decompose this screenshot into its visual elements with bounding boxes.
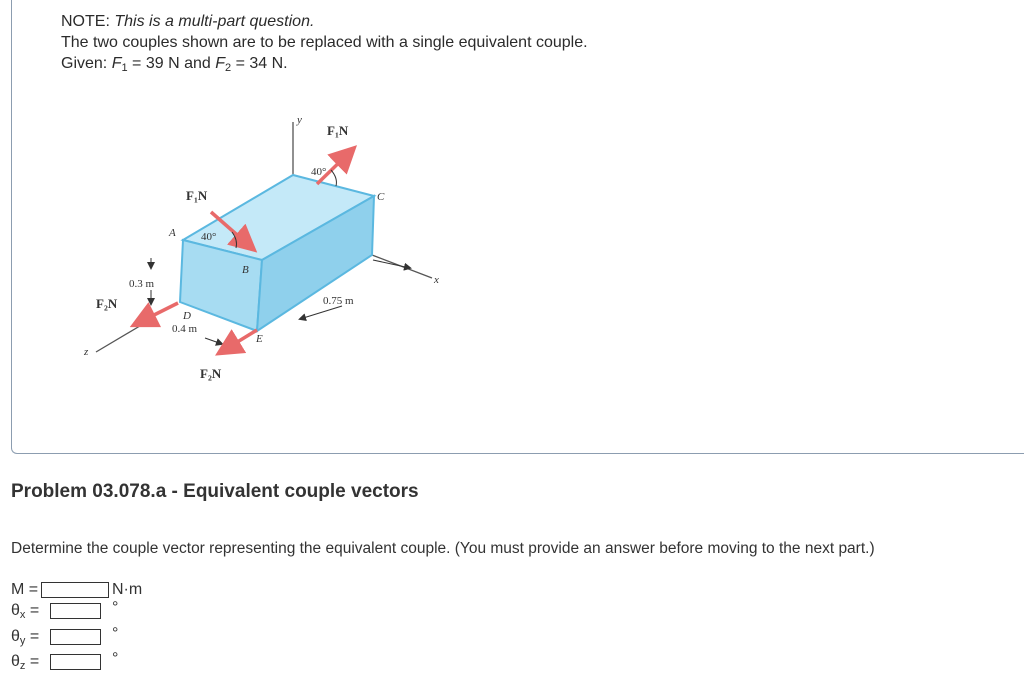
f1-symbol: F bbox=[111, 55, 122, 72]
note-text: This is a multi-part question. bbox=[114, 13, 315, 30]
z-axis-line bbox=[96, 320, 150, 352]
problem-instruction: Determine the couple vector representing the equivalent couple. (You must provide an answer before moving to the next part.) bbox=[11, 540, 875, 557]
depth-dim-arrow bbox=[205, 338, 222, 344]
x-axis-label: x bbox=[434, 274, 439, 286]
angle-mid-label: 40° bbox=[201, 231, 217, 243]
theta-x-answer-row bbox=[11, 601, 211, 621]
length-dim-arrow-right bbox=[373, 260, 410, 268]
z-axis-label: z bbox=[84, 346, 89, 358]
f2-bottom-arrow bbox=[221, 330, 257, 352]
f1-mid-label: F₁N bbox=[186, 188, 208, 203]
point-e-label: E bbox=[256, 333, 263, 345]
note-line-1 bbox=[61, 12, 314, 32]
angle-arc-top bbox=[331, 170, 336, 186]
moment-input[interactable] bbox=[41, 582, 109, 598]
moment-unit: N·m bbox=[112, 581, 143, 598]
point-a-label: A bbox=[169, 227, 176, 239]
theta-z-input[interactable] bbox=[50, 654, 101, 670]
problem-title: Problem 03.078.a - Equivalent couple vectors bbox=[11, 481, 419, 502]
y-axis-label: y bbox=[297, 114, 302, 126]
f2-subscript: 2 bbox=[225, 62, 232, 74]
theta-y-input[interactable] bbox=[50, 629, 101, 645]
theta-z-degree: ° bbox=[112, 650, 119, 667]
angle-top-label: 40° bbox=[311, 166, 327, 178]
moment-label: M = bbox=[11, 581, 39, 598]
theta-z-label: $\theta_z$ = bbox=[11, 653, 40, 672]
note-line-2: The two couples shown are to be replaced with a single equivalent couple. bbox=[61, 34, 588, 51]
point-c-label: C bbox=[377, 191, 385, 203]
f2-left-arrow bbox=[136, 303, 178, 324]
theta-y-degree: ° bbox=[112, 625, 119, 642]
f1-value: = 39 N and bbox=[127, 55, 216, 72]
height-dim-label: 0.3 m bbox=[129, 278, 155, 290]
given-line bbox=[61, 54, 288, 78]
theta-y-label: $\theta_y$ = bbox=[11, 628, 40, 647]
f2-symbol: F bbox=[215, 55, 225, 72]
theta-x-label: $\theta_x$ = bbox=[11, 602, 40, 621]
f1-top-label: F₁N bbox=[327, 123, 349, 138]
f2-left-label: F₂N bbox=[96, 296, 118, 311]
theta-z-answer-row bbox=[11, 652, 211, 672]
f2-bottom-label: F₂N bbox=[200, 366, 222, 381]
note-label: NOTE: bbox=[61, 13, 110, 30]
given-prefix: Given: bbox=[61, 55, 112, 72]
theta-x-degree: ° bbox=[112, 599, 119, 616]
theta-y-answer-row bbox=[11, 627, 211, 647]
length-dim-label: 0.75 m bbox=[323, 295, 354, 307]
length-dim-arrow-left bbox=[300, 306, 342, 319]
point-b-label: B bbox=[242, 264, 249, 276]
theta-x-input[interactable] bbox=[50, 603, 101, 619]
box-couple-figure bbox=[80, 110, 460, 385]
depth-dim-label: 0.4 m bbox=[172, 323, 198, 335]
f2-value: = 34 N. bbox=[231, 55, 288, 72]
moment-answer-row bbox=[11, 580, 211, 600]
point-d-label: D bbox=[183, 310, 191, 322]
f1-subscript: 1 bbox=[121, 62, 128, 74]
